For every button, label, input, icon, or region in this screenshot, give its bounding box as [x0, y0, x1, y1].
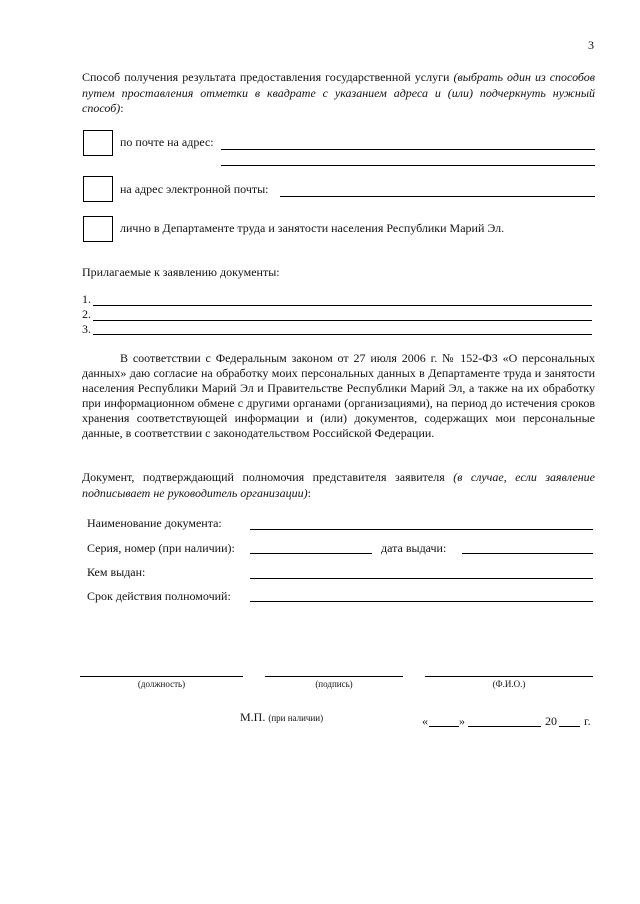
- signature-caption: (подпись): [315, 679, 353, 689]
- issue-date-line[interactable]: [462, 553, 593, 554]
- email-checkbox[interactable]: [83, 176, 113, 202]
- attachment-line-1[interactable]: [93, 305, 592, 306]
- series-number-line[interactable]: [250, 553, 372, 554]
- signature-line[interactable]: [265, 676, 403, 677]
- date-month-line[interactable]: [468, 726, 541, 727]
- stamp-main: М.П.: [240, 710, 266, 724]
- issue-date-label: дата выдачи:: [381, 541, 447, 555]
- date-day-line[interactable]: [429, 726, 459, 727]
- doc-name-line[interactable]: [250, 529, 593, 530]
- position-caption: (должность): [137, 679, 186, 689]
- date-year-prefix: 20: [545, 714, 557, 728]
- post-checkbox[interactable]: [83, 130, 113, 156]
- date-open-quote: «: [422, 714, 428, 728]
- date-close-quote: »: [459, 714, 465, 728]
- validity-label: Срок действия полномочий:: [87, 589, 231, 603]
- in-person-checkbox[interactable]: [83, 216, 113, 242]
- full-name-caption: (Ф.И.О.): [492, 679, 526, 689]
- email-option-label: на адрес электронной почты:: [120, 182, 269, 196]
- full-name-line[interactable]: [425, 676, 593, 677]
- delivery-intro-italic: (выбрать один из способов путем проставления отметки в квадрате с указанием адреса и (или) подчеркнуть нужный способ): [82, 70, 595, 115]
- attachment-number-2: 2.: [82, 307, 91, 321]
- consent-paragraph: В соответствии с Федеральным законом от 27 июля 2006 г. № 152-ФЗ «О персональных данных» даю согласие на обработку моих персональных данных в Департаменте труда и занятости населения Республики Марий Эл и Правительстве Республики Марий Эл, а также на их обработку при информационном обмене с другими органами (организациями), на период до истечения сроков хранения соответствующей информации и (или) документов, содержащих мои персональные данные, в соответствии с законодательством Российской Федерации.: [82, 351, 595, 440]
- issued-by-line[interactable]: [250, 578, 593, 579]
- post-address-line-1[interactable]: [221, 149, 595, 150]
- attachment-number-3: 3.: [82, 322, 91, 336]
- validity-line[interactable]: [250, 601, 593, 602]
- email-address-line[interactable]: [280, 196, 595, 197]
- attachment-line-3[interactable]: [93, 334, 592, 335]
- page-number: 3: [588, 38, 594, 52]
- post-address-line-2[interactable]: [221, 165, 595, 166]
- authority-intro: Документ, подтверждающий полномочия представителя заявителя (в случае, если заявление подписывает не руководитель организации):: [82, 470, 595, 500]
- doc-name-label: Наименование документа:: [87, 516, 222, 530]
- in-person-option-label: лично в Департаменте труда и занятости населения Республики Марий Эл.: [120, 221, 505, 235]
- position-line[interactable]: [80, 676, 243, 677]
- post-option-label: по почте на адрес:: [120, 135, 214, 149]
- issued-by-label: Кем выдан:: [87, 565, 146, 579]
- series-number-label: Серия, номер (при наличии):: [87, 541, 235, 555]
- delivery-intro: Способ получения результата предоставления государственной услуги (выбрать один из способов путем проставления отметки в квадрате с указанием адреса и (или) подчеркнуть нужный способ):: [82, 70, 595, 115]
- attachment-number-1: 1.: [82, 292, 91, 306]
- attachments-title: Прилагаемые к заявлению документы:: [82, 265, 280, 279]
- stamp-note: (при наличии): [268, 713, 324, 723]
- delivery-intro-text: Способ получения результата предоставления государственной услуги: [82, 70, 454, 84]
- attachment-line-2[interactable]: [93, 320, 592, 321]
- date-year-suffix: г.: [584, 714, 591, 728]
- date-year-line[interactable]: [559, 726, 580, 727]
- stamp-label: [240, 710, 323, 725]
